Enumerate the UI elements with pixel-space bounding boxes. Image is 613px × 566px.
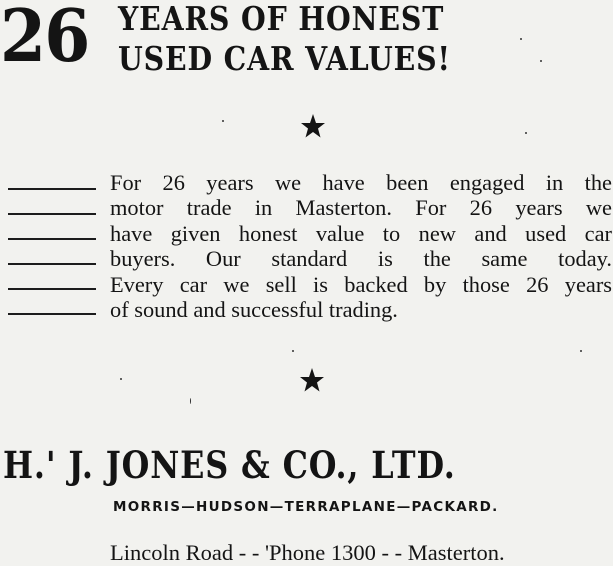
print-speck bbox=[520, 38, 522, 40]
rule-line bbox=[8, 263, 96, 265]
headline bbox=[0, 0, 613, 80]
rule-line bbox=[8, 313, 96, 315]
body-line: Every car we sell is backed by those 26 years bbox=[110, 271, 612, 297]
star-icon bbox=[300, 113, 326, 139]
company-name: H.' J. JONES & CO., LTD. bbox=[3, 443, 456, 487]
rule-line bbox=[8, 188, 96, 190]
print-speck bbox=[525, 132, 527, 134]
body-line: buyers. Our standard is the same today. bbox=[110, 246, 612, 272]
headline-line-2: USED CAR VALUES! bbox=[118, 39, 451, 78]
body-paragraph bbox=[110, 170, 612, 322]
print-speck bbox=[190, 398, 191, 404]
print-speck bbox=[292, 350, 294, 352]
print-speck bbox=[540, 60, 542, 62]
print-speck bbox=[222, 120, 224, 122]
headline-number: 26 bbox=[0, 0, 89, 78]
rule-line bbox=[8, 213, 96, 215]
headline-line-1: YEARS OF HONEST bbox=[118, 0, 445, 38]
print-speck bbox=[580, 350, 582, 352]
rule-line bbox=[8, 288, 96, 290]
car-makes: MORRIS—HUDSON—TERRAPLANE—PACKARD. bbox=[113, 499, 499, 515]
company-address: Lincoln Road - - 'Phone 1300 - - Masterton. bbox=[110, 540, 505, 565]
print-speck bbox=[120, 378, 122, 380]
body-line: have given honest value to new and used car bbox=[110, 220, 612, 246]
body-line: of sound and successful trading. bbox=[110, 296, 398, 322]
body-line: For 26 years we have been engaged in the bbox=[110, 170, 612, 195]
rule-line bbox=[8, 238, 96, 240]
star-icon bbox=[299, 367, 325, 393]
body-line: motor trade in Masterton. For 26 years we bbox=[110, 195, 612, 221]
